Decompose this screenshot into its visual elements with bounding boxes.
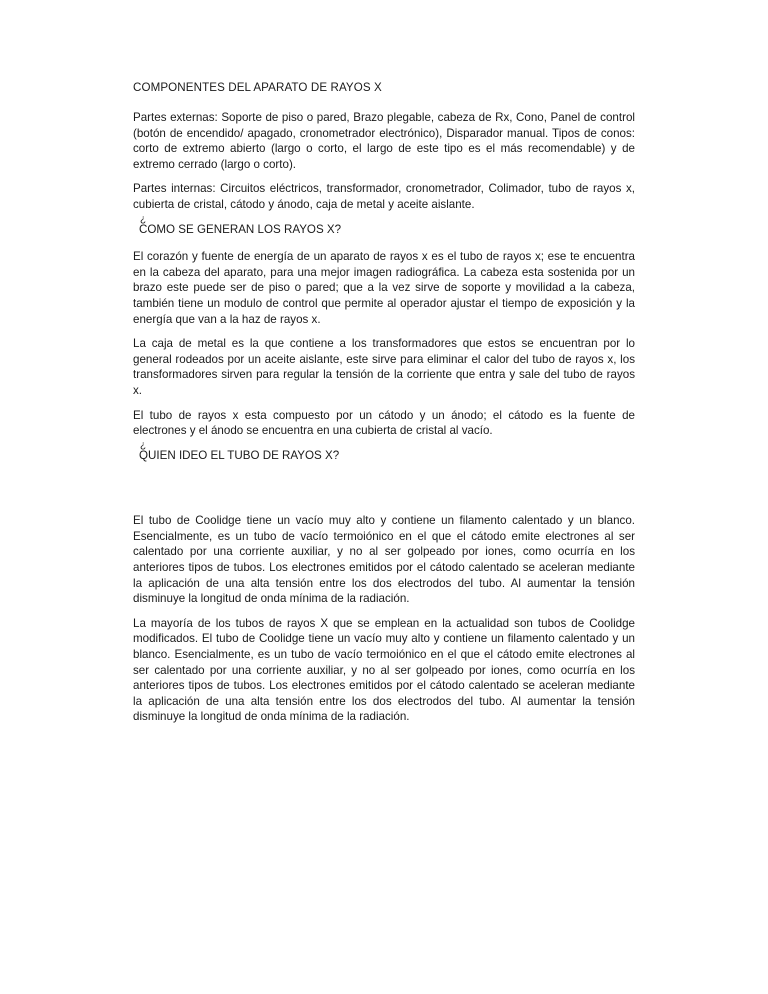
paragraph-partes-internas: Partes internas: Circuitos eléctricos, transformador, cronometrador, Colimador, tubo de rayos x, cubierta de cristal, cátodo y ánodo, caja de metal y aceite aislante. bbox=[133, 182, 635, 211]
document-page bbox=[133, 80, 635, 734]
paragraph-coolidge-2: La mayoría de los tubos de rayos X que se emplean en la actualidad son tubos de Coolidge modificados. El tubo de Coolidge tiene un vacío muy alto y contiene un filamento calentado y un blanco. Esencialmente, es un tubo de vacío termoiónico en el que el cátodo emite electrones al ser calentado por una corriente auxiliar, y no al ser golpeado por iones, como ocurría en los anteriores tipos de tubos. Los electrones emitidos por el cátodo calentado se aceleran mediante la aplicación de una alta tensión entre los dos electrodos del tubo. Al aumentar la tensión disminuye la longitud de onda mínima de la radiación. bbox=[133, 616, 635, 724]
paragraph-tubo-rayos: El tubo de rayos x esta compuesto por un cátodo y un ánodo; el cátodo es la fuente de electrones y el ánodo se encuentra en una cubierta de cristal al vacío. bbox=[133, 408, 635, 438]
section-heading-quien-ideo bbox=[133, 439, 635, 464]
inverted-question-mark: ¿ bbox=[140, 213, 147, 225]
paragraph-caja-metal: La caja de metal es la que contiene a los transformadores que estos se encuentran por lo general rodeados por un aceite aislante, este sirve para eliminar el calor del tubo de rayos x, los transformadores sirven para regular la tensión de la corriente que entra y sale del tubo de rayos x. bbox=[133, 337, 635, 397]
section-heading-quien-ideo-text: QUIEN IDEO EL TUBO DE RAYOS X? bbox=[139, 448, 340, 462]
section-heading-generan-text: COMO SE GENERAN LOS RAYOS X? bbox=[139, 222, 342, 236]
paragraph-corazon: El corazón y fuente de energía de un aparato de rayos x es el tubo de rayos x; ese te encuentra en la cabeza del aparato, para una mejor imagen radiográfica. La cabeza esta sostenida por un brazo este puede ser de piso o pared; que a la vez sirve de soporte y movilidad a la cabeza, también tiene un modulo de control que permite al operador ajustar el tiempo de exposición y la energía que van a la haz de rayos x. bbox=[133, 250, 635, 326]
paragraph-coolidge-1: El tubo de Coolidge tiene un vacío muy alto y contiene un filamento calentado y un blanco. Esencialmente, es un tubo de vacío termoiónico en el que el cátodo emite electrones al ser calentado por una corriente auxiliar, y no al ser golpeado por iones, como ocurría en los anteriores tipos de tubos. Los electrones emitidos por el cátodo calentado se aceleran mediante la aplicación de una alta tensión entre los dos electrodos del tubo. Al aumentar la tensión disminuye la longitud de onda mínima de la radiación. bbox=[133, 514, 635, 606]
inverted-question-mark: ¿ bbox=[140, 439, 147, 451]
section-heading-generan bbox=[133, 213, 635, 238]
paragraph-partes-externas: Partes externas: Soporte de piso o pared, Brazo plegable, cabeza de Rx, Cono, Panel de control (botón de encendido/ apagado, cronometrador electrónico), Disparador manual. Tipos de conos: corto de extremo abierto (largo o corto, el largo de este tipo es el más recomendable) y de extremo cerrado (largo o corto). bbox=[133, 111, 635, 171]
document-title: COMPONENTES DEL APARATO DE RAYOS X bbox=[133, 81, 382, 94]
